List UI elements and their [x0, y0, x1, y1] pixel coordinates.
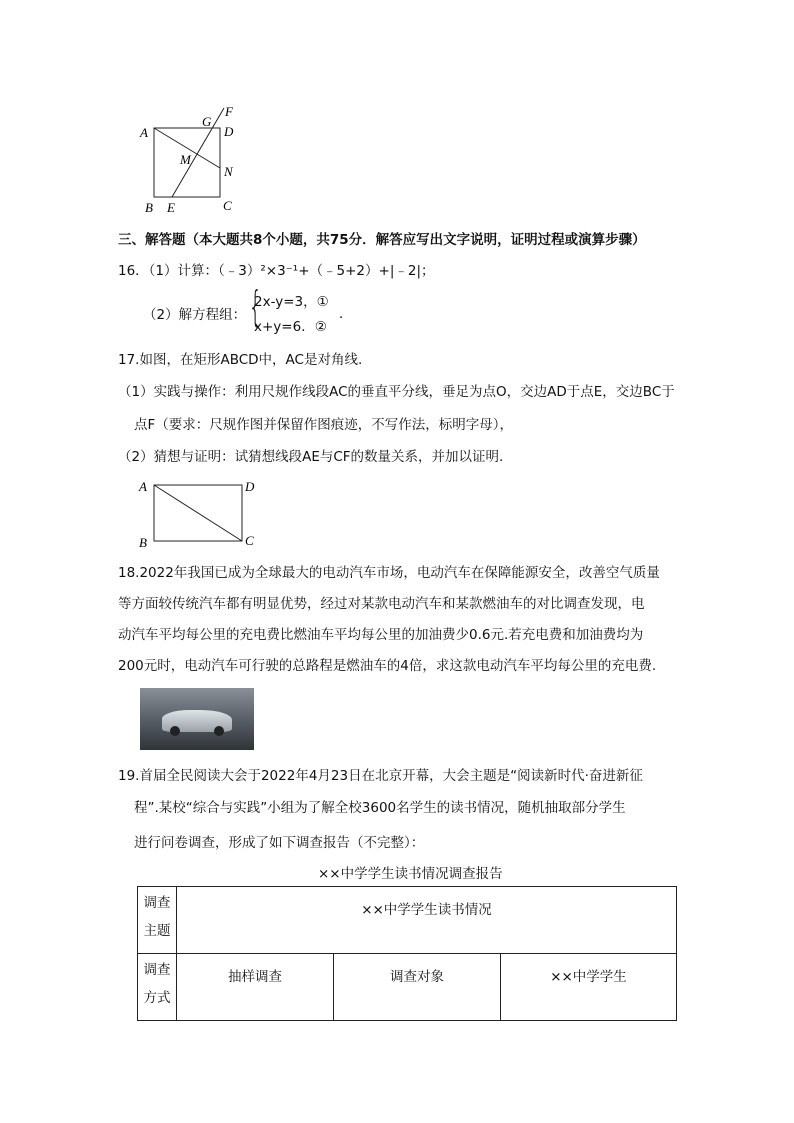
- value-cell: 抽样调查: [177, 954, 334, 1021]
- label-A: A: [140, 125, 148, 140]
- label-C: C: [223, 198, 232, 213]
- q18-line: 等方面较传统汽车都有明显优势，经过对某款电动汽车和某款燃油车的对比调查发现，电: [118, 596, 645, 612]
- section-heading: 三、解答题（本大题共8个小题，共75分．解答应写出文字说明，证明过程或演算步骤）: [118, 232, 646, 248]
- label-F: F: [225, 104, 233, 119]
- q19-line: 进行问卷调查，形成了如下调查报告（不完整）：: [134, 835, 425, 851]
- label-D: D: [224, 124, 234, 139]
- q19-line: 19.首届全民阅读大会于2022年4月23日在北京开幕，大会主题是“阅读新时代·奋进新征: [118, 768, 643, 784]
- car-photo: [140, 688, 254, 750]
- period: ．: [339, 306, 353, 322]
- label-E: E: [167, 200, 175, 215]
- q17-part1a: （1）实践与操作：利用尺规作线段AC的垂直平分线，垂足为点O，交边AD于点E，交边BC于: [118, 384, 675, 400]
- q18-line: 动汽车平均每公里的充电费比燃油车平均每公里的加油费少0.6元.若充电费和加油费均为: [118, 627, 644, 643]
- equation-2: x+y=6．②: [254, 319, 327, 335]
- brace-icon: {: [248, 282, 263, 331]
- equation-1: 2x-y=3，①: [254, 294, 329, 310]
- header-cell: 调查方式: [138, 954, 177, 1021]
- header-cell: 调查主题: [138, 887, 177, 954]
- figure-rectangle-abcd: [135, 475, 270, 550]
- label-M: M: [180, 152, 191, 167]
- label-B: B: [139, 535, 147, 550]
- q17-stem: 17.如图，在矩形ABCD中，AC是对角线.: [118, 352, 363, 368]
- value-cell: ××中学学生: [501, 954, 677, 1021]
- q16-part2-label: （2）解方程组：: [143, 307, 247, 323]
- label-D: D: [245, 479, 255, 494]
- q16-part1: 16．（1）计算：（﹣3）²×3⁻¹+（﹣5+2）+|﹣2|；: [118, 263, 435, 279]
- value-cell: ××中学学生读书情况: [177, 887, 677, 954]
- label-C: C: [245, 533, 254, 548]
- table-title: ××中学学生读书情况调查报告: [318, 866, 503, 882]
- q19-line: 程”.某校“综合与实践”小组为了解全校3600名学生的读书情况，随机抽取部分学生: [134, 800, 626, 816]
- label-G: G: [202, 114, 212, 129]
- label-N: N: [224, 164, 233, 179]
- q18-line: 18.2022年我国已成为全球最大的电动汽车市场，电动汽车在保障能源安全，改善空气质量: [118, 565, 660, 581]
- label-B: B: [145, 200, 153, 215]
- header-cell: 调查对象: [334, 954, 501, 1021]
- figure-square-abcd: [135, 100, 245, 220]
- label-A: A: [139, 479, 147, 494]
- q17-part1b: 点F（要求：尺规作图并保留作图痕迹，不写作法，标明字母），: [134, 417, 514, 433]
- table-row: [138, 887, 677, 954]
- table-row: [138, 954, 677, 1021]
- q18-line: 200元时，电动汽车可行驶的总路程是燃油车的4倍，求这款电动汽车平均每公里的充电费.: [118, 658, 657, 674]
- survey-report-table: [137, 886, 677, 1021]
- q17-part2: （2）猜想与证明：试猜想线段AE与CF的数量关系，并加以证明.: [118, 449, 504, 465]
